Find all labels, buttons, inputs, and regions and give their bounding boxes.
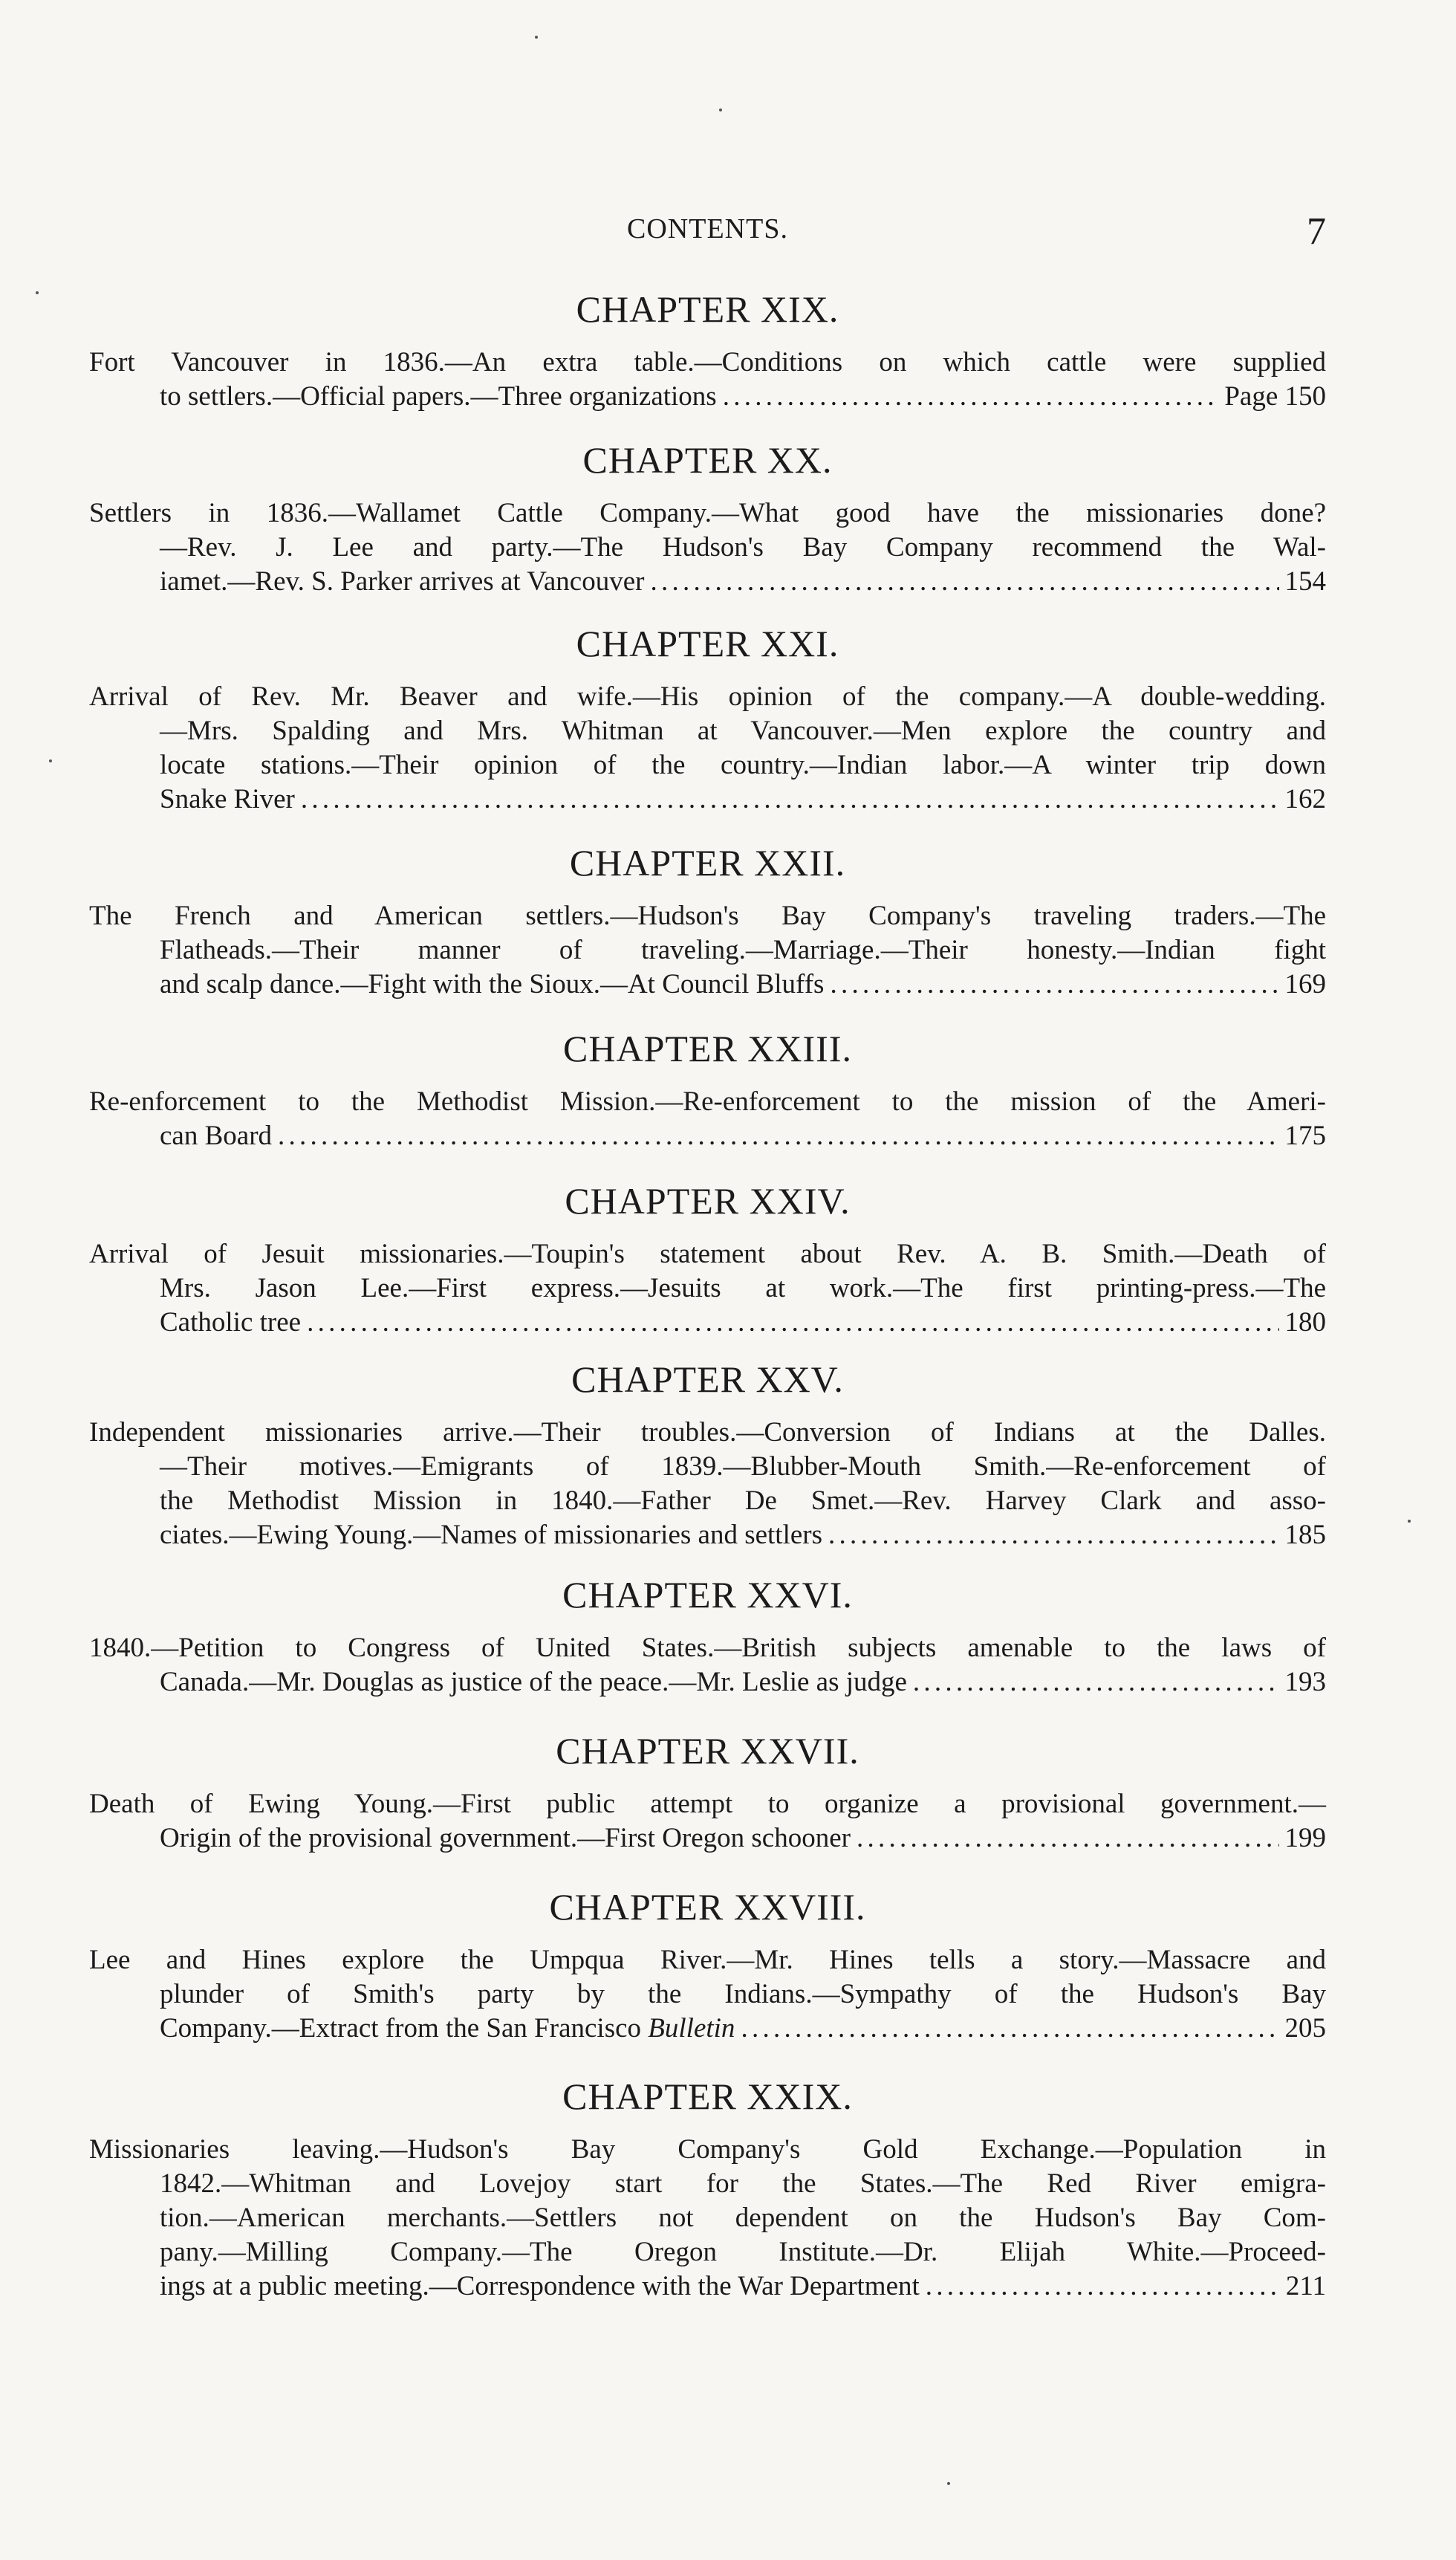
chapter-summary <box>89 1631 1326 1699</box>
summary-text: 1842.—Whitman and Lovejoy start for the States.—The Red River emigra- <box>160 2168 1326 2199</box>
dot-leader <box>307 1306 1278 1340</box>
summary-text: the Methodist Mission in 1840.—Father De Smet.—Rev. Harvey Clark and asso- <box>160 1485 1326 1516</box>
summary-line <box>89 531 1326 565</box>
summary-text: Death of Ewing Young.—First public attempt to organize a provisional government.— <box>89 1789 1326 1819</box>
chapter-summary <box>89 1085 1326 1153</box>
summary-text: The French and American settlers.—Hudson's Bay Company's traveling traders.—The <box>89 901 1326 931</box>
summary-text: —Their motives.—Emigrants of 1839.—Blubber-Mouth Smith.—Re-enforcement of <box>160 1451 1326 1482</box>
chapter-entry <box>89 1884 1326 2046</box>
summary-line <box>89 2012 1326 2046</box>
dot-leader <box>926 2269 1280 2304</box>
summary-text: to settlers.—Official papers.—Three organizations <box>160 381 717 412</box>
dot-leader <box>650 565 1278 599</box>
chapter-summary <box>89 2133 1326 2304</box>
summary-line <box>89 1821 1326 1856</box>
summary-text: Flatheads.—Their manner of traveling.—Marriage.—Their honesty.—Indian fight <box>160 935 1326 965</box>
summary-line <box>89 496 1326 531</box>
summary-text: Arrival of Jesuit missionaries.—Toupin's statement about Rev. A. B. Smith.—Death of <box>89 1239 1326 1269</box>
summary-line <box>89 714 1326 748</box>
summary-text: pany.—Milling Company.—The Oregon Institute.—Dr. Elijah White.—Proceed- <box>160 2237 1326 2267</box>
dot-leader <box>830 968 1278 1002</box>
page-header <box>89 210 1326 254</box>
summary-text: Missionaries leaving.—Hudson's Bay Company's Gold Exchange.—Population in <box>89 2134 1326 2165</box>
summary-text: —Mrs. Spalding and Mrs. Whitman at Vancouver.—Men explore the country and <box>160 716 1326 746</box>
chapter-title: CHAPTER XXVII. <box>556 1730 859 1772</box>
summary-text: locate stations.—Their opinion of the country.—Indian labor.—A winter trip down <box>160 750 1326 780</box>
summary-line <box>89 968 1326 1002</box>
summary-line <box>89 2167 1326 2201</box>
summary-line <box>89 1306 1326 1340</box>
chapter-title: CHAPTER XXVI. <box>562 1574 853 1616</box>
chapter-summary <box>89 1943 1326 2046</box>
summary-text: plunder of Smith's party by the Indians.—Sympathy of the Hudson's Bay <box>160 1979 1326 2009</box>
page-reference: Page 150 <box>1224 381 1326 412</box>
summary-text: and scalp dance.—Fight with the Sioux.—At Council Bluffs <box>160 969 825 999</box>
summary-text: ciates.—Ewing Young.—Names of missionaries and settlers <box>160 1520 822 1550</box>
chapter-title: CHAPTER XX. <box>582 439 833 481</box>
running-head: CONTENTS. <box>627 213 788 244</box>
chapter-summary <box>89 899 1326 1002</box>
page-reference: 211 <box>1285 2271 1326 2301</box>
chapter-entry <box>89 1572 1326 1699</box>
page-reference: 185 <box>1284 1520 1326 1550</box>
chapter-summary <box>89 1416 1326 1552</box>
chapter-entry <box>89 1178 1326 1340</box>
summary-text: —Rev. J. Lee and party.—The Hudson's Bay Company recommend the Wal- <box>160 532 1326 563</box>
summary-text: Lee and Hines explore the Umpqua River.—Mr. Hines tells a story.—Massacre and <box>89 1945 1326 1975</box>
summary-line <box>89 1416 1326 1450</box>
chapter-entry <box>89 437 1326 599</box>
summary-line <box>89 2201 1326 2235</box>
summary-line <box>89 1484 1326 1518</box>
summary-line <box>89 565 1326 599</box>
summary-line <box>89 933 1326 968</box>
chapter-title: CHAPTER XXV. <box>571 1358 844 1400</box>
chapter-entry <box>89 1728 1326 1856</box>
paper-speck <box>49 759 52 762</box>
chapter-summary <box>89 1787 1326 1856</box>
dot-leader <box>857 1821 1279 1856</box>
paper-speck <box>535 36 538 39</box>
summary-text: 1840.—Petition to Congress of United States.—British subjects amenable to the laws of <box>89 1633 1326 1663</box>
chapter-summary <box>89 680 1326 817</box>
paper-speck <box>947 2482 950 2485</box>
summary-text: can Board <box>160 1121 273 1151</box>
chapter-title: CHAPTER XXVIII. <box>549 1886 866 1928</box>
summary-text: Snake River <box>160 784 295 814</box>
dot-leader <box>723 380 1219 414</box>
summary-text: Fort Vancouver in 1836.—An extra table.—Conditions on which cattle were supplied <box>89 347 1326 377</box>
summary-line <box>89 1085 1326 1119</box>
chapter-entry <box>89 286 1326 414</box>
chapter-summary <box>89 346 1326 414</box>
summary-text: Company.—Extract from the San Francisco Bulletin <box>160 2013 735 2044</box>
page-reference: 205 <box>1284 2013 1326 2044</box>
summary-line <box>89 2269 1326 2304</box>
summary-line <box>89 346 1326 380</box>
summary-line <box>89 380 1326 414</box>
dot-leader <box>828 1518 1279 1552</box>
chapter-summary <box>89 1237 1326 1340</box>
page-reference: 154 <box>1284 566 1326 597</box>
chapter-summary <box>89 496 1326 599</box>
page-reference: 180 <box>1284 1307 1326 1338</box>
page-reference: 199 <box>1284 1823 1326 1853</box>
paper-speck <box>36 291 39 294</box>
summary-line <box>89 748 1326 782</box>
paper-speck <box>1408 1520 1411 1523</box>
page-reference: 169 <box>1284 969 1326 999</box>
summary-line <box>89 1977 1326 2012</box>
summary-text: iamet.—Rev. S. Parker arrives at Vancouver <box>160 566 645 597</box>
page-number: 7 <box>1307 210 1326 253</box>
summary-line <box>89 2235 1326 2269</box>
chapter-title: CHAPTER XXII. <box>569 842 846 884</box>
dot-leader <box>301 782 1279 817</box>
chapter-title: CHAPTER XIX. <box>576 288 839 330</box>
summary-line <box>89 1271 1326 1306</box>
summary-line <box>89 1518 1326 1552</box>
summary-line <box>89 1237 1326 1271</box>
summary-text: Settlers in 1836.—Wallamet Cattle Company.—What good have the missionaries done? <box>89 498 1326 528</box>
dot-leader <box>741 2012 1278 2046</box>
page-reference: 162 <box>1284 784 1326 814</box>
dot-leader <box>278 1119 1278 1153</box>
summary-line <box>89 899 1326 933</box>
summary-text: Catholic tree <box>160 1307 302 1338</box>
summary-line <box>89 1119 1326 1153</box>
paper-speck <box>719 108 722 111</box>
chapter-entry <box>89 1356 1326 1552</box>
summary-line <box>89 1943 1326 1977</box>
chapter-title: CHAPTER XXIV. <box>565 1180 851 1222</box>
chapter-entry <box>89 620 1326 817</box>
summary-line <box>89 782 1326 817</box>
summary-text: Re-enforcement to the Methodist Mission.—Re-enforcement to the mission of the Ameri- <box>89 1086 1326 1117</box>
page-reference: 175 <box>1284 1121 1326 1151</box>
summary-text: tion.—American merchants.—Settlers not dependent on the Hudson's Bay Com- <box>160 2203 1326 2233</box>
summary-line <box>89 680 1326 714</box>
summary-line <box>89 1450 1326 1484</box>
chapter-title: CHAPTER XXIX. <box>562 2075 853 2117</box>
summary-text: Canada.—Mr. Douglas as justice of the peace.—Mr. Leslie as judge <box>160 1667 907 1697</box>
chapter-title: CHAPTER XXIII. <box>563 1028 852 1069</box>
chapter-title: CHAPTER XXI. <box>576 623 839 664</box>
summary-line <box>89 2133 1326 2167</box>
summary-text: Mrs. Jason Lee.—First express.—Jesuits at work.—The first printing-press.—The <box>160 1273 1326 1303</box>
summary-text: Arrival of Rev. Mr. Beaver and wife.—His opinion of the company.—A double-wedding. <box>89 681 1326 712</box>
summary-line <box>89 1787 1326 1821</box>
chapter-entry <box>89 2073 1326 2304</box>
page-reference: 193 <box>1284 1667 1326 1697</box>
summary-text: Origin of the provisional government.—First Oregon schooner <box>160 1823 851 1853</box>
summary-text: ings at a public meeting.—Correspondence with the War Department <box>160 2271 920 2301</box>
summary-line <box>89 1631 1326 1665</box>
summary-text: Independent missionaries arrive.—Their troubles.—Conversion of Indians at the Dalles. <box>89 1417 1326 1448</box>
chapter-entry <box>89 840 1326 1002</box>
dot-leader <box>913 1665 1279 1699</box>
chapter-entry <box>89 1025 1326 1153</box>
summary-line <box>89 1665 1326 1699</box>
